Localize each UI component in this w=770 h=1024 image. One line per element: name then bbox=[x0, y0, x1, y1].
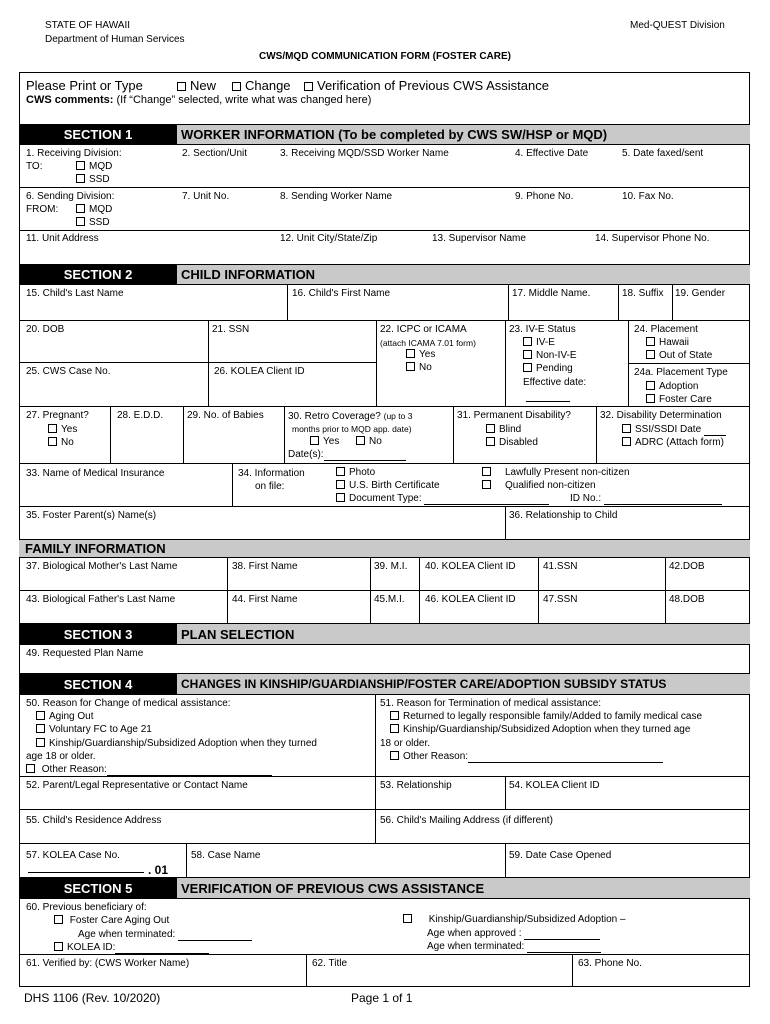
checkbox-icon[interactable] bbox=[177, 82, 186, 91]
field-11-unit-address[interactable]: 11. Unit Address bbox=[26, 233, 99, 244]
retro-note: (up to 3 bbox=[383, 411, 413, 421]
age-term-blank[interactable] bbox=[178, 940, 252, 941]
foster-care-label: Foster Care bbox=[659, 394, 712, 405]
section-2-title: CHILD INFORMATION bbox=[177, 265, 750, 284]
id-no-label: ID No.: bbox=[570, 493, 602, 504]
aging-out-label: Aging Out bbox=[49, 711, 94, 722]
id-no-blank[interactable] bbox=[604, 504, 722, 505]
info-lawful[interactable] bbox=[482, 467, 630, 479]
checkbox-icon[interactable] bbox=[486, 437, 495, 446]
field-19-gender[interactable]: 19. Gender bbox=[675, 288, 726, 299]
placement-hawaii[interactable] bbox=[646, 337, 689, 349]
lawful-label: Lawfully Present non-citizen bbox=[505, 467, 630, 478]
field-38-mother-first[interactable]: 38. First Name bbox=[232, 561, 298, 572]
field-5-date-faxed[interactable]: 5. Date faxed/sent bbox=[622, 148, 704, 159]
field-3-receiving-worker[interactable]: 3. Receiving MQD/SSD Worker Name bbox=[280, 148, 449, 159]
checkbox-icon[interactable] bbox=[36, 738, 45, 747]
field-20-dob[interactable]: 20. DOB bbox=[26, 324, 65, 335]
checkbox-icon[interactable] bbox=[48, 424, 57, 433]
print-label: Please Print or Type bbox=[26, 78, 143, 93]
hawaii-label: Hawaii bbox=[659, 337, 690, 348]
field-4-effective-date[interactable]: 4. Effective Date bbox=[515, 148, 589, 159]
field-41-mother-ssn[interactable]: 41.SSN bbox=[543, 561, 578, 572]
field-60-previous: 60. Previous beneficiary of: bbox=[26, 902, 147, 913]
checkbox-icon[interactable] bbox=[310, 436, 319, 445]
voluntary-label: Voluntary FC to Age 21 bbox=[49, 724, 152, 735]
checkbox-icon[interactable] bbox=[36, 711, 45, 720]
doc-type-label: Document Type: bbox=[349, 493, 422, 504]
cws-comments[interactable] bbox=[26, 94, 371, 106]
ssd-label: SSD bbox=[89, 174, 110, 185]
on-file-label: on file: bbox=[255, 481, 285, 492]
field-9-phone[interactable]: 9. Phone No. bbox=[515, 191, 574, 202]
form-title: CWS/MQD COMMUNICATION FORM (FOSTER CARE) bbox=[258, 51, 511, 62]
field-33-insurance[interactable]: 33. Name of Medical Insurance bbox=[26, 468, 165, 479]
department-name: Department of Human Services bbox=[45, 34, 185, 45]
option-change[interactable] bbox=[232, 78, 291, 93]
form-frame bbox=[19, 72, 750, 987]
field-42-mother-dob[interactable]: 42.DOB bbox=[669, 561, 705, 572]
checkbox-icon[interactable] bbox=[523, 350, 532, 359]
retro-label: 30. Retro Coverage? bbox=[288, 411, 381, 422]
from-label: FROM: bbox=[26, 204, 59, 215]
checkbox-icon[interactable] bbox=[54, 915, 63, 924]
checkbox-icon[interactable] bbox=[390, 751, 399, 760]
no-label: No bbox=[419, 362, 432, 373]
section-2-label: SECTION 2 bbox=[19, 265, 177, 284]
term-kinship[interactable] bbox=[390, 724, 690, 736]
option-verification-label: Verification of Previous CWS Assistance bbox=[317, 78, 549, 93]
page-number: Page 1 of 1 bbox=[351, 991, 413, 1005]
qualified-label: Qualified non-citizen bbox=[505, 480, 596, 491]
type-adoption[interactable] bbox=[646, 381, 698, 393]
field-34-info: 34. Information bbox=[238, 468, 305, 479]
field-57-kolea-case[interactable]: 57. KOLEA Case No. bbox=[26, 850, 120, 861]
term-other-label: Other Reason: bbox=[403, 751, 469, 762]
state-name: STATE OF HAWAII bbox=[45, 20, 130, 31]
field-45-father-mi[interactable]: 45.M.I. bbox=[374, 594, 405, 605]
birth-cert-label: U.S. Birth Certificate bbox=[349, 480, 440, 491]
reason-voluntary[interactable] bbox=[36, 724, 152, 736]
kinship-prev-label: Kinship/Guardianship/Subsidized Adoption – bbox=[428, 914, 626, 925]
checkbox-icon[interactable] bbox=[304, 82, 313, 91]
checkbox-icon[interactable] bbox=[232, 82, 241, 91]
field-7-unit-no[interactable]: 7. Unit No. bbox=[182, 191, 230, 202]
field-2-section-unit[interactable]: 2. Section/Unit bbox=[182, 148, 248, 159]
field-21-ssn[interactable]: 21. SSN bbox=[212, 324, 250, 335]
pending-label: Pending bbox=[536, 363, 573, 374]
checkbox-icon[interactable] bbox=[356, 436, 365, 445]
field-47-father-ssn[interactable]: 47.SSN bbox=[543, 594, 578, 605]
field-56-mailing[interactable]: 56. Child's Mailing Address (if different) bbox=[380, 815, 553, 826]
retro-no[interactable] bbox=[356, 436, 382, 448]
oos-label: Out of State bbox=[659, 350, 713, 361]
retro-dates[interactable] bbox=[288, 449, 406, 461]
ive-label: IV-E bbox=[536, 337, 555, 348]
age-term-label: Age when terminated: bbox=[78, 929, 176, 940]
field-16-first-name[interactable]: 16. Child's First Name bbox=[292, 288, 391, 299]
comments-label: CWS comments: bbox=[26, 94, 114, 106]
reason-aging-out[interactable] bbox=[36, 711, 93, 723]
field-59-date-opened[interactable]: 59. Date Case Opened bbox=[509, 850, 612, 861]
kolea-case-blank[interactable] bbox=[28, 872, 144, 873]
field-62-title[interactable]: 62. Title bbox=[312, 958, 348, 969]
other-label: Other Reason: bbox=[41, 764, 107, 775]
sending-ssd[interactable] bbox=[76, 217, 110, 229]
field-30-retro bbox=[288, 410, 412, 423]
option-new-label: New bbox=[190, 78, 217, 93]
field-63-phone[interactable]: 63. Phone No. bbox=[578, 958, 642, 969]
field-27-pregnant: 27. Pregnant? bbox=[26, 410, 89, 421]
receiving-mqd[interactable] bbox=[76, 161, 112, 173]
non-ive-option[interactable] bbox=[523, 350, 577, 362]
checkbox-icon[interactable] bbox=[336, 480, 345, 489]
id-no[interactable] bbox=[570, 493, 722, 505]
field-14-supervisor-phone[interactable]: 14. Supervisor Phone No. bbox=[595, 233, 710, 244]
retro-yes[interactable] bbox=[310, 436, 339, 448]
field-39-mother-mi[interactable]: 39. M.I. bbox=[374, 561, 408, 572]
field-46-father-kolea[interactable]: 46. KOLEA Client ID bbox=[425, 594, 516, 605]
to-label: TO: bbox=[26, 161, 43, 172]
section-3-label: SECTION 3 bbox=[19, 624, 177, 644]
ssi-option[interactable] bbox=[622, 424, 726, 436]
section-3-title: PLAN SELECTION bbox=[177, 624, 750, 644]
field-35-foster-parents[interactable]: 35. Foster Parent(s) Name(s) bbox=[26, 510, 157, 521]
pregnant-no[interactable] bbox=[48, 437, 74, 449]
info-birth-cert[interactable] bbox=[336, 480, 440, 492]
division-name: Med-QUEST Division bbox=[630, 20, 725, 31]
field-36-relationship[interactable]: 36. Relationship to Child bbox=[509, 510, 618, 521]
field-18-suffix[interactable]: 18. Suffix bbox=[622, 288, 664, 299]
blind-label: Blind bbox=[499, 424, 522, 435]
checkbox-icon[interactable] bbox=[523, 337, 532, 346]
checkbox-icon[interactable] bbox=[26, 764, 35, 773]
term-other[interactable] bbox=[390, 751, 663, 763]
field-1-receiving-division: 1. Receiving Division: bbox=[26, 148, 122, 159]
field-58-case-name[interactable]: 58. Case Name bbox=[191, 850, 261, 861]
checkbox-icon[interactable] bbox=[622, 424, 631, 433]
reason-other[interactable] bbox=[26, 764, 272, 776]
option-new[interactable] bbox=[177, 78, 216, 93]
mqd-label: MQD bbox=[89, 161, 113, 172]
checkbox-icon[interactable] bbox=[482, 480, 491, 489]
type-foster-care[interactable] bbox=[646, 394, 712, 406]
checkbox-icon[interactable] bbox=[622, 437, 631, 446]
non-ive-label: Non-IV-E bbox=[536, 350, 577, 361]
adoption-label: Adoption bbox=[659, 381, 699, 392]
placement-oos[interactable] bbox=[646, 350, 712, 362]
checkbox-icon[interactable] bbox=[406, 349, 415, 358]
yes-label: Yes bbox=[323, 436, 340, 447]
kolea-id-label: KOLEA ID: bbox=[67, 942, 116, 953]
age-approved[interactable] bbox=[427, 928, 600, 940]
info-doc-type[interactable] bbox=[336, 493, 549, 505]
field-22-icpc: 22. ICPC or ICAMA bbox=[380, 324, 467, 335]
disability-blind[interactable] bbox=[486, 424, 521, 436]
field-17-middle-name[interactable]: 17. Middle Name. bbox=[512, 288, 591, 299]
checkbox-icon[interactable] bbox=[76, 217, 85, 226]
effective-date-label: Effective date: bbox=[523, 377, 587, 388]
field-32-determination: 32. Disability Determination bbox=[600, 410, 722, 421]
ive-option[interactable] bbox=[523, 337, 555, 349]
checkbox-icon[interactable] bbox=[76, 174, 85, 183]
field-54-kolea-id[interactable]: 54. KOLEA Client ID bbox=[509, 780, 600, 791]
checkbox-icon[interactable] bbox=[76, 204, 85, 213]
checkbox-icon[interactable] bbox=[54, 942, 63, 951]
field-26-kolea-id[interactable]: 26. KOLEA Client ID bbox=[214, 366, 305, 377]
field-61-verified-by[interactable]: 61. Verified by: (CWS Worker Name) bbox=[26, 958, 190, 969]
dates-label: Date(s): bbox=[288, 449, 324, 460]
adrc-option[interactable] bbox=[622, 437, 724, 449]
field-52-contact-name[interactable]: 52. Parent/Legal Representative or Contact Name bbox=[26, 780, 248, 791]
pregnant-yes[interactable] bbox=[48, 424, 77, 436]
reason-kinship[interactable] bbox=[36, 738, 317, 750]
checkbox-icon[interactable] bbox=[390, 724, 399, 733]
checkbox-icon[interactable] bbox=[403, 914, 412, 923]
field-28-edd[interactable]: 28. E.D.D. bbox=[117, 410, 164, 421]
checkbox-icon[interactable] bbox=[406, 362, 415, 371]
comments-hint: (If “Change” selected, write what was changed here) bbox=[116, 94, 372, 106]
prev-kinship[interactable] bbox=[403, 914, 626, 926]
section-1-title: WORKER INFORMATION (To be completed by CWS SW/HSP or MQD) bbox=[177, 125, 750, 144]
retro-note-2: months prior to MQD app. date) bbox=[292, 424, 412, 434]
age-approved-label: Age when approved : bbox=[427, 928, 522, 939]
yes-label: Yes bbox=[419, 349, 436, 360]
section-4-title: CHANGES IN KINSHIP/GUARDIANSHIP/FOSTER CARE/ADOPTION SUBSIDY STATUS bbox=[177, 674, 750, 694]
field-43-father-last[interactable]: 43. Biological Father's Last Name bbox=[26, 594, 176, 605]
checkbox-icon[interactable] bbox=[482, 467, 491, 476]
family-info-title: FAMILY INFORMATION bbox=[19, 540, 750, 557]
field-25-case-no[interactable]: 25. CWS Case No. bbox=[26, 366, 111, 377]
adrc-label: ADRC (Attach form) bbox=[635, 437, 724, 448]
checkbox-icon[interactable] bbox=[336, 493, 345, 502]
section-4-label: SECTION 4 bbox=[19, 674, 177, 694]
field-55-residence[interactable]: 55. Child's Residence Address bbox=[26, 815, 162, 826]
fcao-age-term[interactable] bbox=[78, 929, 252, 941]
checkbox-icon[interactable] bbox=[646, 394, 655, 403]
info-photo[interactable] bbox=[336, 467, 375, 479]
checkbox-icon[interactable] bbox=[48, 437, 57, 446]
field-12-city-state-zip[interactable]: 12. Unit City/State/Zip bbox=[280, 233, 378, 244]
field-22-note: (attach ICAMA 7.01 form) bbox=[380, 338, 476, 348]
checkbox-icon[interactable] bbox=[646, 337, 655, 346]
fcao-label: Foster Care Aging Out bbox=[69, 915, 170, 926]
kolea-id[interactable] bbox=[54, 942, 209, 954]
field-51-termination-reason: 51. Reason for Termination of medical assistance: bbox=[380, 698, 602, 709]
ssi-label: SSI/SSDI Date bbox=[635, 424, 702, 435]
field-44-father-first[interactable]: 44. First Name bbox=[232, 594, 298, 605]
doc-type-blank[interactable] bbox=[424, 504, 549, 505]
term-returned[interactable] bbox=[390, 711, 702, 723]
form-number: DHS 1106 (Rev. 10/2020) bbox=[24, 991, 161, 1005]
age-terminated[interactable] bbox=[427, 941, 601, 953]
checkbox-icon[interactable] bbox=[523, 363, 532, 372]
checkbox-icon[interactable] bbox=[36, 724, 45, 733]
section-5-label: SECTION 5 bbox=[19, 878, 177, 898]
field-48-father-dob[interactable]: 48.DOB bbox=[669, 594, 705, 605]
disability-disabled[interactable] bbox=[486, 437, 538, 449]
option-verification[interactable] bbox=[304, 78, 549, 93]
field-53-relationship[interactable]: 53. Relationship bbox=[380, 780, 452, 791]
field-13-supervisor-name[interactable]: 13. Supervisor Name bbox=[432, 233, 526, 244]
checkbox-icon[interactable] bbox=[336, 467, 345, 476]
receiving-ssd[interactable] bbox=[76, 174, 110, 186]
info-qualified[interactable] bbox=[482, 480, 596, 492]
field-29-babies[interactable]: 29. No. of Babies bbox=[187, 410, 264, 421]
section-5-title: VERIFICATION OF PREVIOUS CWS ASSISTANCE bbox=[177, 878, 750, 898]
section-1-label: SECTION 1 bbox=[19, 125, 177, 144]
checkbox-icon[interactable] bbox=[76, 161, 85, 170]
ssd-label: SSD bbox=[89, 217, 110, 228]
field-37-mother-last[interactable]: 37. Biological Mother's Last Name bbox=[26, 561, 178, 572]
icpc-yes[interactable] bbox=[406, 349, 435, 361]
field-10-fax[interactable]: 10. Fax No. bbox=[622, 191, 674, 202]
checkbox-icon[interactable] bbox=[646, 381, 655, 390]
checkbox-icon[interactable] bbox=[390, 711, 399, 720]
checkbox-icon[interactable] bbox=[646, 350, 655, 359]
option-change-label: Change bbox=[245, 78, 291, 93]
age-terminated-blank[interactable] bbox=[527, 952, 601, 953]
kinship-label: Kinship/Guardianship/Subsidized Adoption when they turned bbox=[49, 738, 317, 749]
prev-fcao[interactable] bbox=[54, 915, 169, 927]
icpc-no[interactable] bbox=[406, 362, 432, 374]
field-6-sending-division: 6. Sending Division: bbox=[26, 191, 115, 202]
field-40-mother-kolea[interactable]: 40. KOLEA Client ID bbox=[425, 561, 516, 572]
returned-label: Returned to legally responsible family/Added to family medical case bbox=[403, 711, 703, 722]
field-15-last-name[interactable]: 15. Child's Last Name bbox=[26, 288, 124, 299]
no-label: No bbox=[61, 437, 74, 448]
no-label: No bbox=[369, 436, 382, 447]
disabled-label: Disabled bbox=[499, 437, 538, 448]
field-31-disability: 31. Permanent Disability? bbox=[457, 410, 571, 421]
kolea-case-suffix: . 01 bbox=[148, 863, 169, 877]
photo-label: Photo bbox=[349, 467, 376, 478]
age-terminated-label: Age when terminated: bbox=[427, 941, 525, 952]
field-8-sending-worker[interactable]: 8. Sending Worker Name bbox=[280, 191, 393, 202]
field-24-placement: 24. Placement bbox=[634, 324, 698, 335]
checkbox-icon[interactable] bbox=[486, 424, 495, 433]
ssi-date-blank[interactable] bbox=[704, 435, 726, 436]
term-kinship-note: 18 or older. bbox=[380, 738, 431, 749]
sending-mqd[interactable] bbox=[76, 204, 112, 216]
field-50-change-reason: 50. Reason for Change of medical assistance: bbox=[26, 698, 231, 709]
effective-date-blank[interactable] bbox=[526, 401, 570, 402]
mqd-label: MQD bbox=[89, 204, 113, 215]
yes-label: Yes bbox=[61, 424, 78, 435]
field-24a-placement-type: 24a. Placement Type bbox=[634, 367, 728, 378]
kinship-age-note: age 18 or older. bbox=[26, 751, 96, 762]
dates-blank[interactable] bbox=[324, 460, 406, 461]
field-23-ive-status: 23. IV-E Status bbox=[509, 324, 576, 335]
field-49-plan-name[interactable]: 49. Requested Plan Name bbox=[26, 648, 144, 659]
term-kinship-label: Kinship/Guardianship/Subsidized Adoption when they turned age bbox=[403, 724, 691, 735]
term-other-blank[interactable] bbox=[468, 762, 663, 763]
pending-option[interactable] bbox=[523, 363, 573, 375]
age-approved-blank[interactable] bbox=[524, 939, 600, 940]
